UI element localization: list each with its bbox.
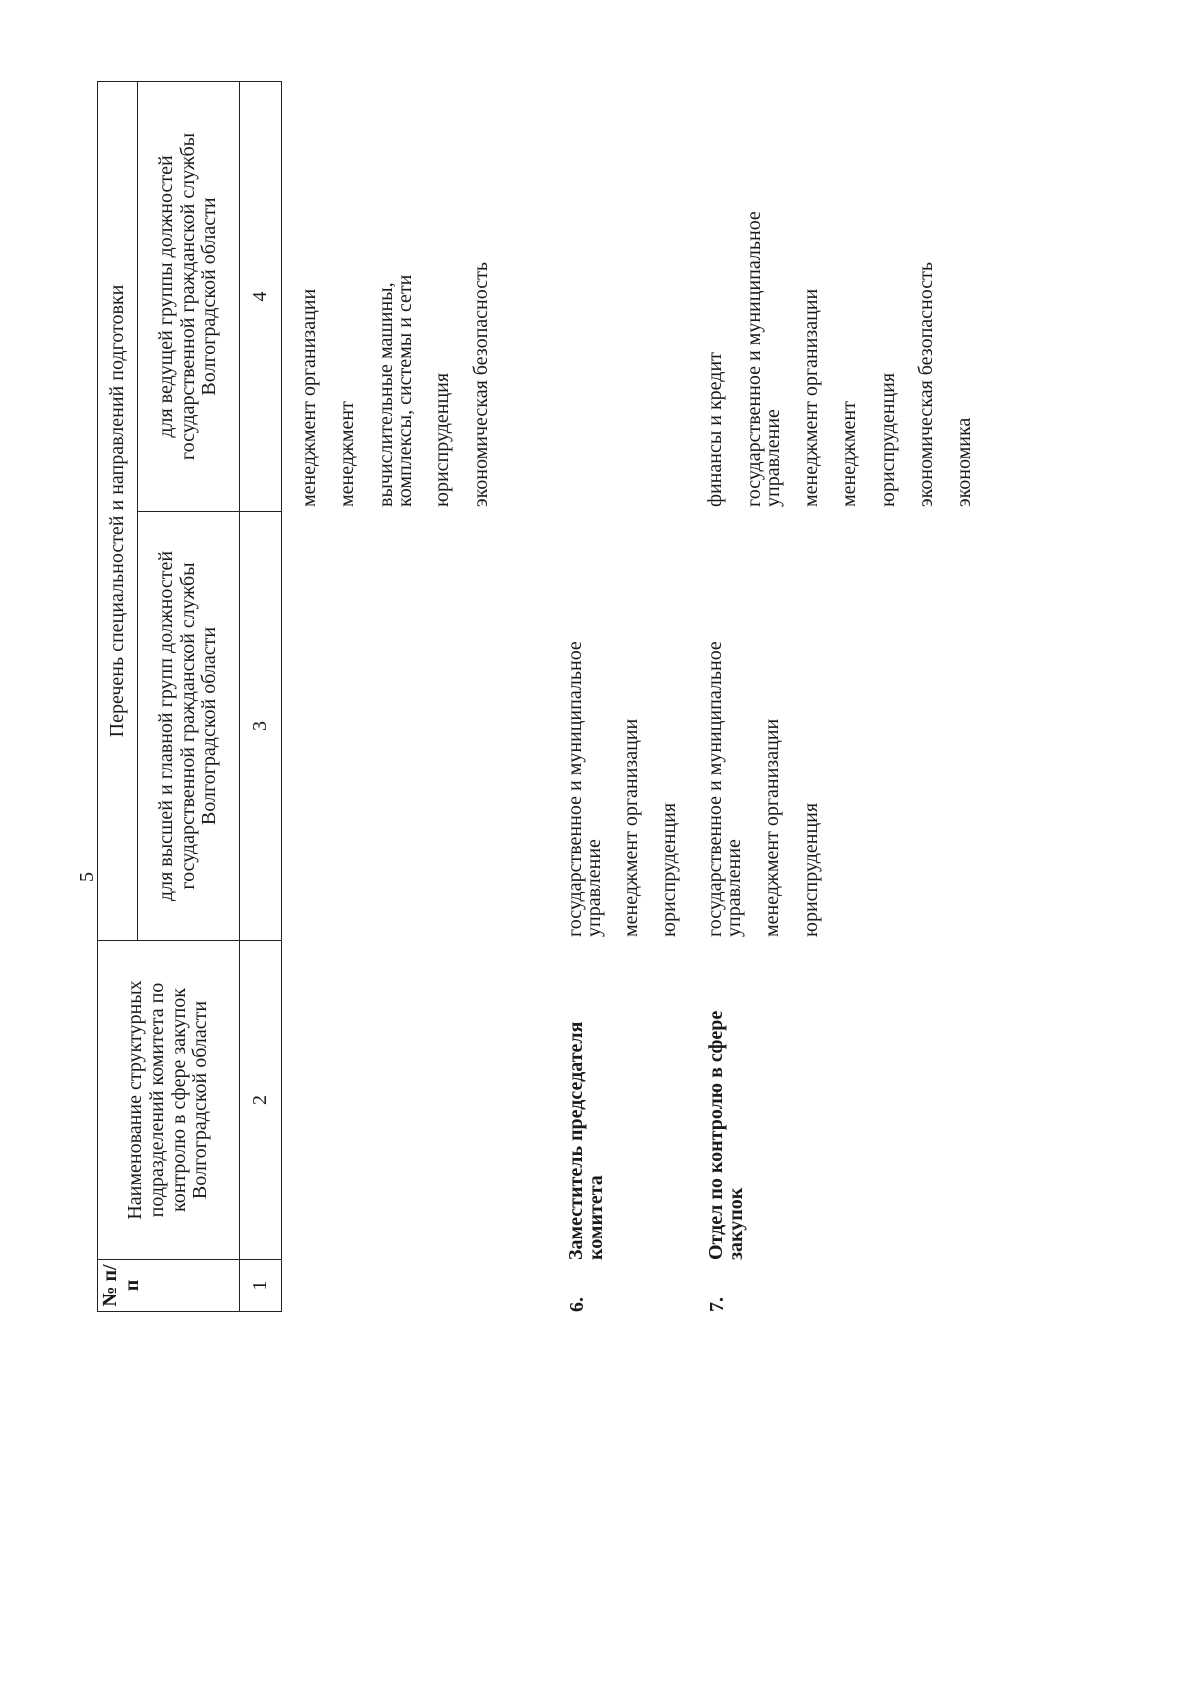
index-cell-2 — [239, 940, 282, 1260]
header-specialties-list-text: Перечень специальностей и направлений подготовки — [105, 284, 128, 738]
header-cell-leading-group — [137, 81, 240, 512]
continued-leading-item: менеджмент организации — [298, 288, 320, 507]
index-2-text: 2 — [248, 1095, 271, 1105]
senior-specialty: юриспруденция — [658, 802, 680, 937]
leading-specialty: экономика — [953, 417, 975, 507]
continued-leading-item: менеджмент — [336, 401, 358, 507]
senior-specialty: юриспруденция — [800, 802, 822, 937]
row-number: 6. — [566, 1297, 588, 1312]
senior-specialty: менеджмент организации — [761, 718, 783, 937]
header-cell-specialties-list — [97, 81, 138, 941]
leading-specialty: финансы и кредит — [704, 352, 726, 507]
index-cell-1 — [239, 1259, 282, 1312]
leading-specialty: менеджмент — [838, 401, 860, 507]
leading-specialty: менеджмент организации — [800, 288, 822, 507]
index-cell-4 — [239, 81, 282, 512]
leading-specialty: экономическая безопасность — [915, 262, 937, 507]
senior-specialty: менеджмент организации — [620, 718, 642, 937]
header-cell-unit-name — [97, 940, 240, 1260]
header-leading-group-text: для ведущей группы должностей государственной гражданской службы Волгоградской области — [155, 132, 221, 461]
header-cell-number — [97, 1259, 240, 1312]
header-senior-groups-text: для высшей и главной групп должностей государственной гражданской службы Волгоградской области — [155, 550, 221, 902]
leading-specialty: юриспруденция — [877, 372, 899, 507]
index-3-text: 3 — [248, 721, 271, 731]
row-number: 7. — [706, 1297, 728, 1312]
index-cell-3 — [239, 511, 282, 941]
page-number: 5 — [76, 872, 98, 882]
continued-leading-item: юриспруденция — [431, 372, 453, 507]
unit-name: Отдел по контролю в сфере закупок — [705, 1010, 747, 1260]
continued-leading-item: вычислительные машины, комплексы, системы и сети — [375, 274, 416, 507]
header-cell-senior-groups — [137, 511, 240, 941]
senior-specialty: государственное и муниципальное управление — [704, 641, 745, 937]
continued-leading-item: экономическая безопасность — [470, 262, 492, 507]
senior-specialty: государственное и муниципальное управление — [564, 641, 605, 937]
leading-specialty: государственное и муниципальное управление — [743, 211, 784, 507]
header-unit-name-text: Наименование структурных подразделений комитета по контролю в сфере закупок Волгоградской области — [124, 980, 212, 1220]
header-number-text: № п/п — [99, 1264, 143, 1307]
index-4-text: 4 — [248, 291, 271, 302]
index-1-text: 1 — [248, 1280, 271, 1291]
unit-name: Заместитель председателя комитета — [565, 1021, 607, 1260]
